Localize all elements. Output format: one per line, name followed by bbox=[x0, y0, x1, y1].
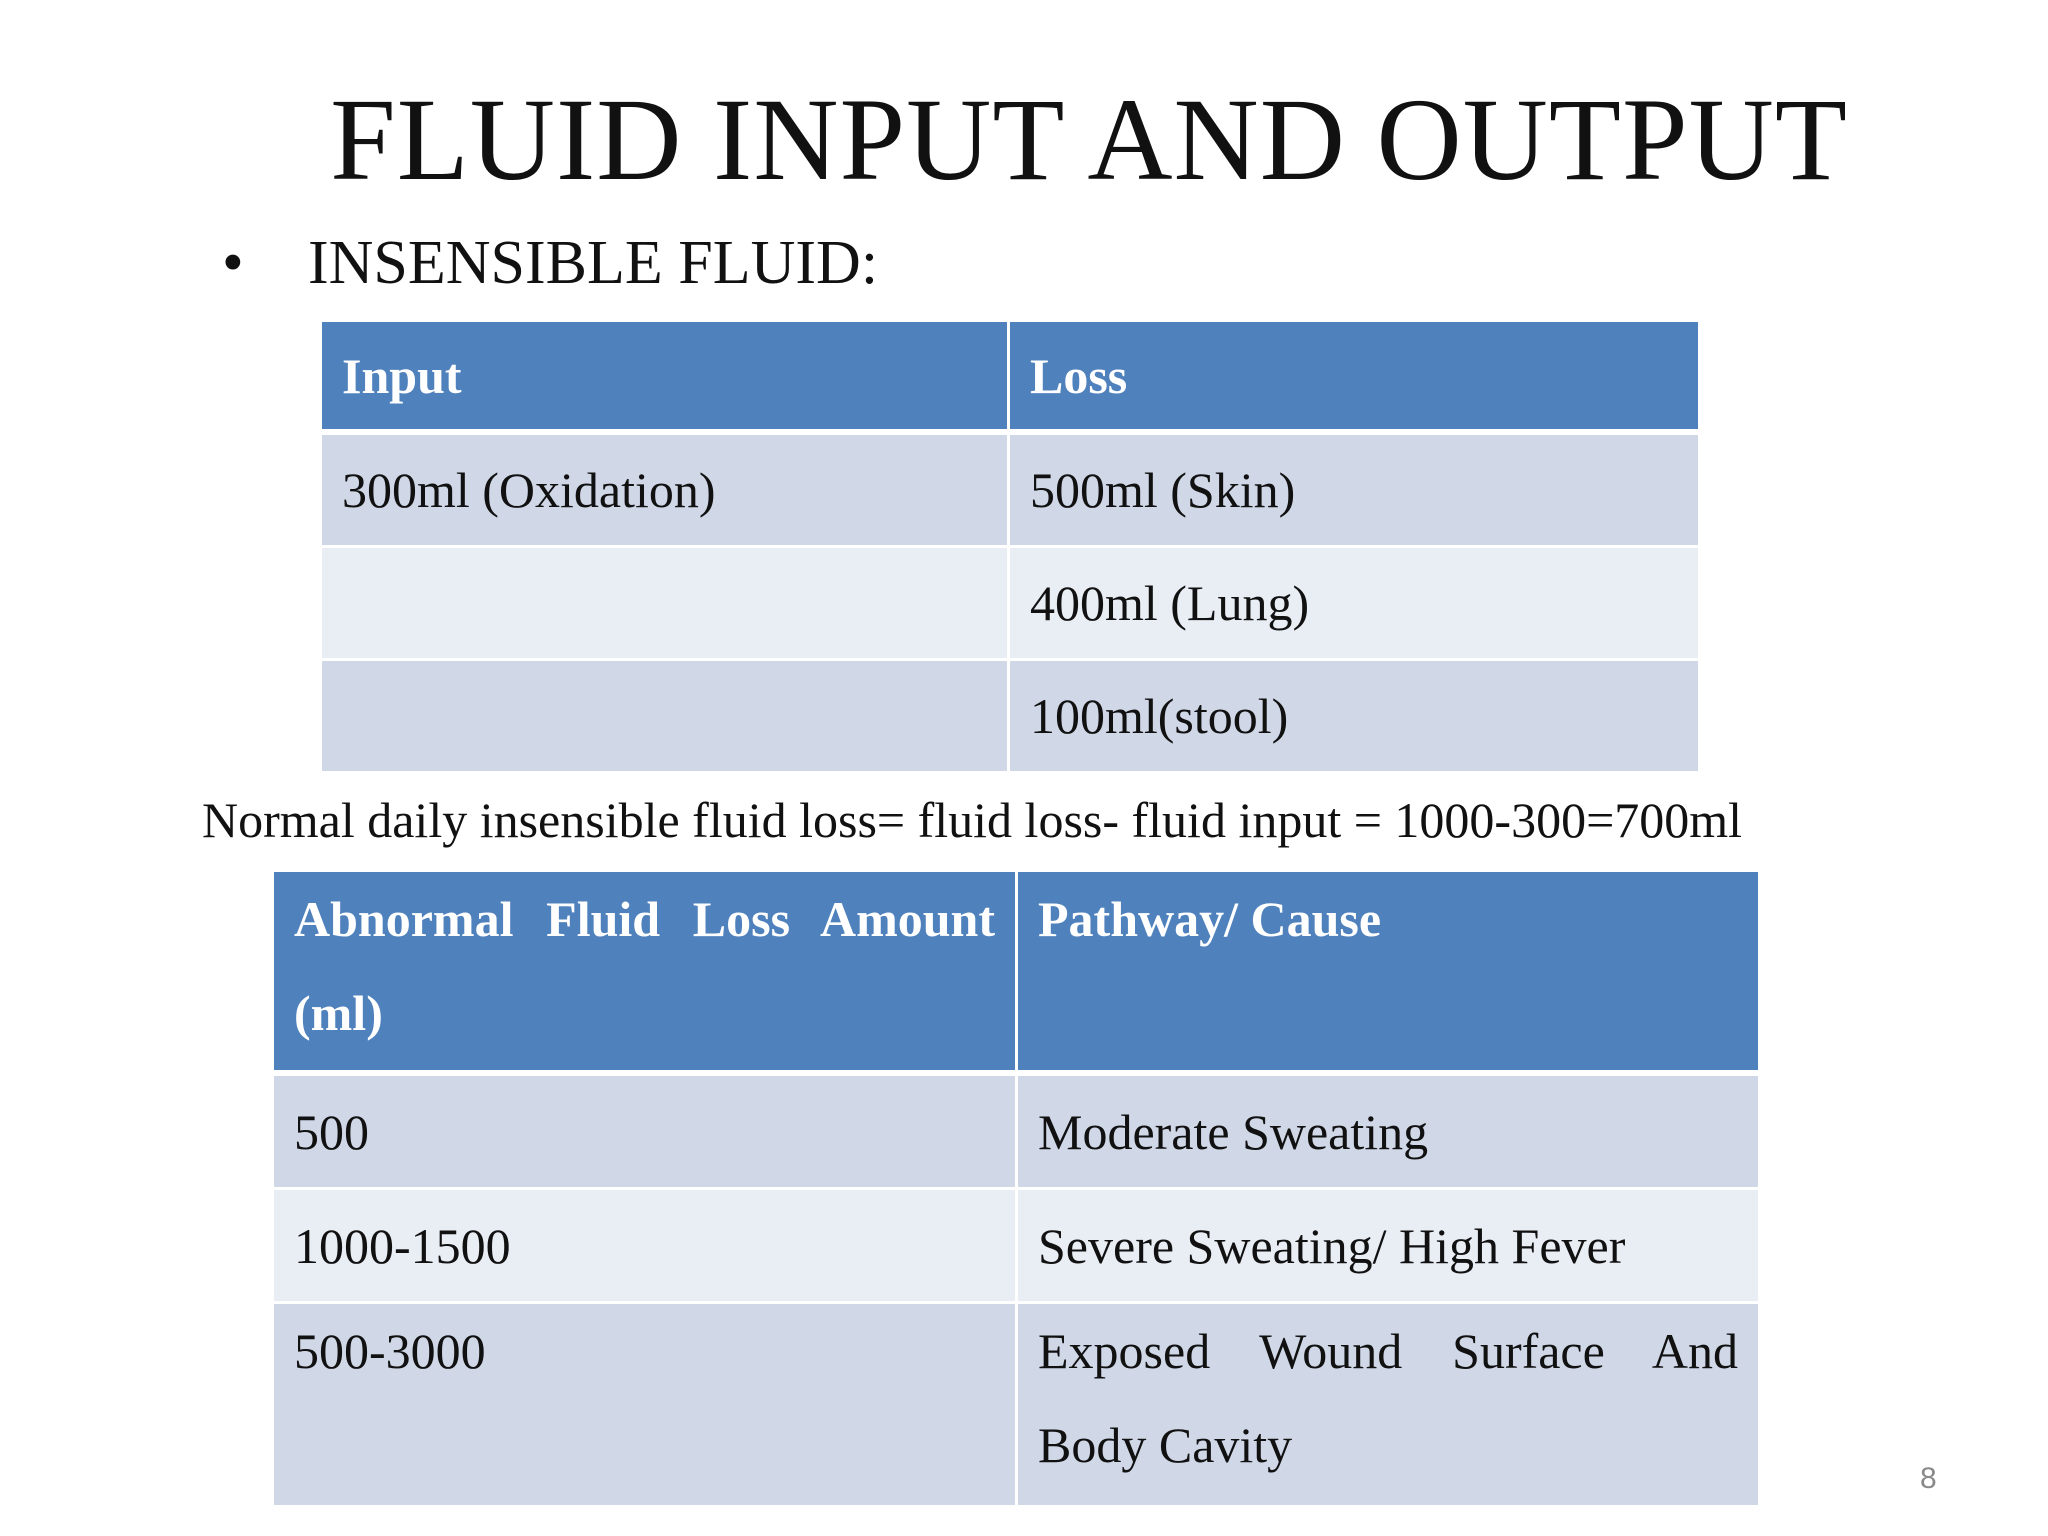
table-row bbox=[322, 435, 1698, 548]
insensible-fluid-table bbox=[322, 322, 1698, 774]
table-cell: 100ml(stool) bbox=[1010, 661, 1698, 774]
header-abnormal-amount: Abnormal Fluid Loss Amount (ml) bbox=[274, 872, 1018, 1076]
table-row bbox=[274, 1190, 1758, 1304]
abnormal-fluid-loss-table bbox=[274, 872, 1758, 1508]
insensible-loss-formula: Normal daily insensible fluid loss= fluid loss- fluid input = 1000-300=700ml bbox=[202, 792, 1743, 848]
table-cell: Exposed Wound Surface And Body Cavity bbox=[1018, 1304, 1758, 1508]
table-cell: 500ml (Skin) bbox=[1010, 435, 1698, 548]
table-cell bbox=[322, 548, 1010, 661]
header-input: Input bbox=[322, 322, 1010, 435]
table-row bbox=[274, 1304, 1758, 1508]
table-cell: 500 bbox=[274, 1076, 1018, 1190]
bullet-dot-icon: • bbox=[222, 229, 244, 297]
table-cell: Severe Sweating/ High Fever bbox=[1018, 1190, 1758, 1304]
table-cell: 500-3000 bbox=[274, 1304, 1018, 1508]
slide-title: FLUID INPUT AND OUTPUT bbox=[330, 74, 1848, 205]
table-row bbox=[274, 1076, 1758, 1190]
header-pathway-cause: Pathway/ Cause bbox=[1018, 872, 1758, 1076]
table-cell: 400ml (Lung) bbox=[1010, 548, 1698, 661]
table-cell: 300ml (Oxidation) bbox=[322, 435, 1010, 548]
page-number: 8 bbox=[1920, 1462, 1937, 1495]
bullet-item bbox=[222, 228, 878, 298]
table-row bbox=[322, 661, 1698, 774]
table-cell: Moderate Sweating bbox=[1018, 1076, 1758, 1190]
table-cell: 1000-1500 bbox=[274, 1190, 1018, 1304]
table-row bbox=[322, 548, 1698, 661]
table-cell bbox=[322, 661, 1010, 774]
header-loss: Loss bbox=[1010, 322, 1698, 435]
bullet-text: INSENSIBLE FLUID: bbox=[308, 229, 879, 297]
